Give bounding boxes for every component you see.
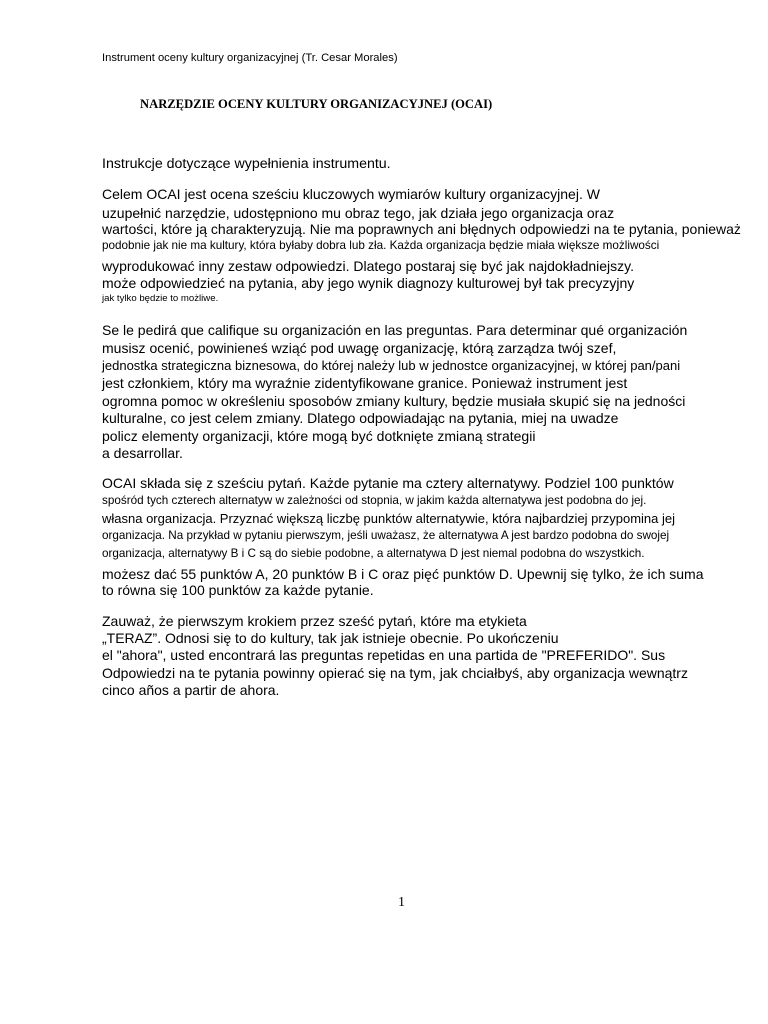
paragraph-2-line: a desarrollar. xyxy=(102,445,183,461)
paragraph-2-line: musisz ocenić, powinieneś wziąć pod uwagę organizację, którą zarządza twój szef, xyxy=(102,340,617,356)
paragraph-4-line: el "ahora", usted encontrará las preguntas repetidas en una partida de "PREFERIDO". Sus xyxy=(102,647,666,663)
paragraph-2-line: jest członkiem, który ma wyraźnie zidentyfikowane granice. Ponieważ instrument jest xyxy=(102,375,628,391)
paragraph-3-line: możesz dać 55 punktów A, 20 punktów B i C oraz pięć punktów D. Upewnij się tylko, że ich suma xyxy=(102,566,704,582)
paragraph-1-line: Celem OCAI jest ocena sześciu kluczowych wymiarów kultury organizacyjnej. W xyxy=(102,186,600,202)
paragraph-2-line: jednostka strategiczna biznesowa, do której należy lub w jednostce organizacyjnej, w której pan/pani xyxy=(102,358,681,373)
paragraph-4-line: Zauważ, że pierwszym krokiem przez sześć pytań, które ma etykieta xyxy=(102,613,527,629)
paragraph-3-line: to równa się 100 punktów za każde pytanie. xyxy=(102,582,374,598)
paragraph-1-line: wartości, które ją charakteryzują. Nie ma poprawnych ani błędnych odpowiedzi na te pytania, ponieważ xyxy=(102,221,741,237)
paragraph-1-line: uzupełnić narzędzie, udostępniono mu obraz tego, jak działa jego organizacja oraz xyxy=(102,205,615,221)
paragraph-2-line: Se le pedirá que califique su organización en las preguntas. Para determinar qué organización xyxy=(102,322,688,338)
paragraph-1-line: może odpowiedzieć na pytania, aby jego wynik diagnozy kulturowej był tak precyzyjny xyxy=(102,275,635,291)
document-title: NARZĘDZIE OCENY KULTURY ORGANIZACYJNEJ (OCAI) xyxy=(140,97,493,111)
paragraph-1-line: podobnie jak nie ma kultury, która byłaby dobra lub zła. Każda organizacja będzie miała większe możliwości xyxy=(102,239,660,252)
paragraph-2-line: ogromna pomoc w określeniu sposobów zmiany kultury, będzie musiała skupić się na jedności xyxy=(102,393,686,409)
paragraph-3-line: organizacja. Na przykład w pytaniu pierwszym, jeśli uważasz, że alternatywa A jest bardzo podobna do swojej xyxy=(102,529,670,542)
paragraph-1-line: wyprodukować inny zestaw odpowiedzi. Dlatego postaraj się być jak najdokładniejszy. xyxy=(102,258,635,274)
paragraph-3-line: własna organizacja. Przyznać większą liczbę punktów alternatywie, która najbardziej przypomina jej xyxy=(102,511,675,526)
paragraph-3-line: OCAI składa się z sześciu pytań. Każde pytanie ma cztery alternatywy. Podziel 100 punktów xyxy=(102,475,674,491)
paragraph-2-line: policz elementy organizacji, które mogą być dotknięte zmianą strategii xyxy=(102,428,536,444)
paragraph-4-line: cinco años a partir de ahora. xyxy=(102,682,280,698)
running-header: Instrument oceny kultury organizacyjnej (Tr. Cesar Morales) xyxy=(102,52,398,64)
instructions-heading: Instrukcje dotyczące wypełnienia instrumentu. xyxy=(102,156,391,172)
paragraph-3-line: organizacja, alternatywy B i C są do siebie podobne, a alternatywa D jest niemal podobna do wszystkich. xyxy=(102,547,645,560)
paragraph-4-line: Odpowiedzi na te pytania powinny opierać się na tym, jak chciałbyś, aby organizacja wewnątrz xyxy=(102,665,688,681)
page-number: 1 xyxy=(398,895,405,910)
paragraph-4-line: „TERAZ”. Odnosi się to do kultury, tak jak istnieje obecnie. Po ukończeniu xyxy=(102,630,559,646)
paragraph-1-line: jak tylko będzie to możliwe. xyxy=(102,293,219,304)
paragraph-3-line: spośród tych czterech alternatyw w zależności od stopnia, w jakim każda alternatywa jest podobna do jej. xyxy=(102,494,647,507)
paragraph-2-line: kulturalne, co jest celem zmiany. Dlatego odpowiadając na pytania, miej na uwadze xyxy=(102,410,619,426)
